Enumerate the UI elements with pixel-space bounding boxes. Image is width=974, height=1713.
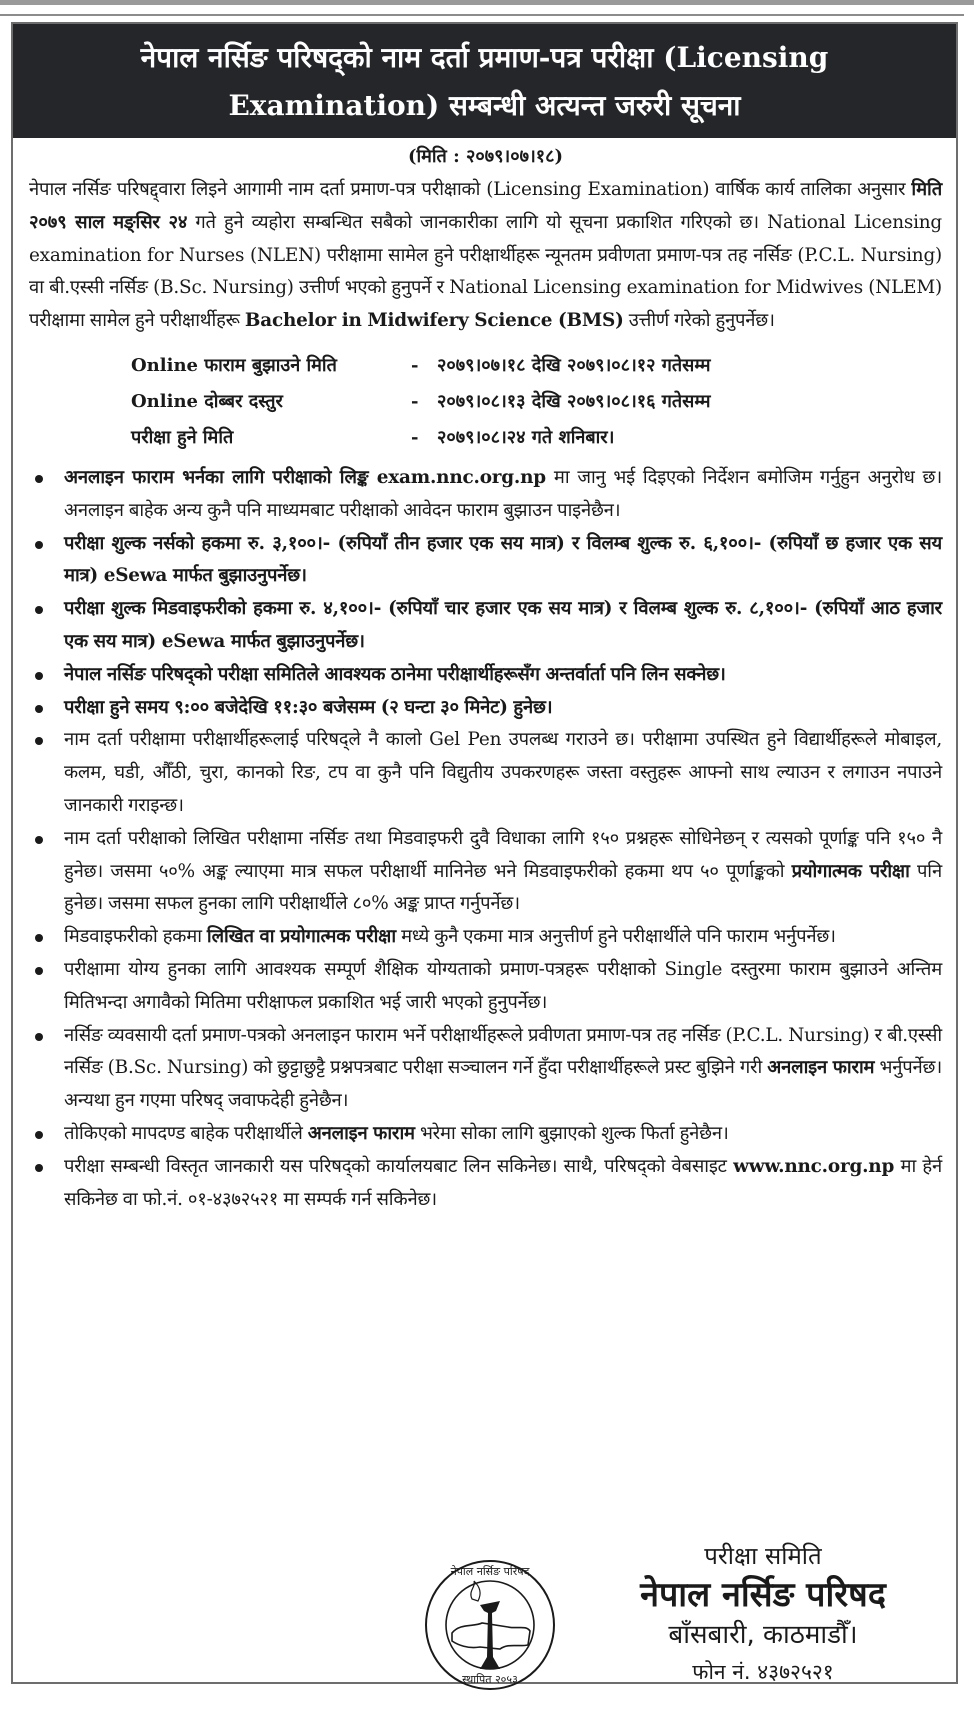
instruction-item <box>29 1151 942 1217</box>
instruction-item <box>29 921 942 954</box>
instruction-bold: अनलाइन फाराम भर्नका लागि परीक्षाको लिङ्क exam.nnc.org.np <box>64 466 546 488</box>
intro-exam-date: मिति २०७९ साल मङ्सिर २४ <box>29 179 942 233</box>
schedule-value: २०७९।०८।१३ देखि २०७९।०८।१६ गतेसम्म <box>437 390 711 412</box>
top-divider <box>0 14 964 16</box>
instruction-bold: परीक्षा हुने समय ९:०० बजेदेखि ११:३० बजेसम्म (२ घन्टा ३० मिनेट) हुनेछ। <box>64 696 553 718</box>
bullet-icon <box>35 1033 43 1041</box>
instruction-text: मा जानु भई दिइएको निर्देशन बमोजिम गर्नुहुन अनुरोध छ। अनलाइन बाहेक अन्य कुनै पनि माध्यमबाट परीक्षाको आवेदन फाराम बुझाउन पाइनेछैन। <box>64 466 942 521</box>
instruction-text: नर्सिङ व्यवसायी दर्ता प्रमाण-पत्रको अनलाइन फाराम भर्ने परीक्षार्थीहरूले प्रवीणता प्रमाण-पत्र तह नर्सिङ (P.C.L. Nursing) र बी.एस्सी नर्सिङ (B.Sc. Nursing) को छुट्टाछुट्टै प्रश्नपत्रबाट परीक्षा सञ्चालन गर्ने हुँदा परीक्षार्थीहरूले प्रस्ट बुझिने गरी <box>64 1024 942 1079</box>
instruction-item <box>29 1118 942 1151</box>
instruction-item <box>29 1020 942 1118</box>
notice-document <box>11 22 958 1684</box>
schedule-row <box>131 348 942 384</box>
instruction-bold: अनलाइन फाराम <box>307 1122 415 1144</box>
instruction-bold: नेपाल नर्सिङ परिषद्को परीक्षा समितिले आवश्यक ठानेमा परीक्षार्थीहरूसँग अन्तर्वार्ता पनि लिन सक्नेछ। <box>64 663 726 685</box>
schedule-label: Online दोब्बर दस्तुर <box>131 390 283 412</box>
intro-bms-requirement: Bachelor in Midwifery Science (BMS) <box>244 310 624 332</box>
instruction-bold: प्रयोगात्मक परीक्षा <box>791 860 910 882</box>
schedule-label: परीक्षा हुने मिति <box>131 426 234 448</box>
instruction-text: नाम दर्ता परीक्षामा परीक्षार्थीहरूलाई परिषद्ले नै कालो Gel Pen उपलब्ध गराउने छ। परीक्षामा उपस्थित हुने विद्यार्थीहरूले मोबाइल, कलम, घडी, औँठी, चुरा, कानको रिङ, टप वा कुनै पनि विद्युतीय उपकरणहरू जस्ता वस्तुहरू आफ्नो साथ ल्याउन र लगाउन नपाउने जानकारी गराइन्छ। <box>64 729 942 816</box>
instruction-text: मिडवाइफरीको हकमा <box>64 926 207 948</box>
instruction-text: मध्ये कुनै एकमा मात्र अनुत्तीर्ण हुने परीक्षार्थीले पनि फाराम भर्नुपर्नेछ। <box>395 926 836 948</box>
instruction-item <box>29 954 942 1020</box>
schedule-row <box>131 420 942 456</box>
schedule-row <box>131 384 942 420</box>
bullet-icon <box>35 475 43 483</box>
signoff-block <box>13 1532 956 1686</box>
notice-title-line-2: Examination) सम्बन्धी अत्यन्त जरुरी सूचना <box>228 89 741 122</box>
bullet-icon <box>35 1164 43 1172</box>
instruction-text: मा हेर्न सकिनेछ वा फो.नं. ०१-४३७२५२१ मा सम्पर्क गर्न सकिनेछ। <box>64 1155 942 1210</box>
instruction-text: भरेमा सोका लागि बुझाएको शुल्क फिर्ता हुनेछैन। <box>414 1122 729 1144</box>
instruction-list <box>29 462 942 1216</box>
organization-phone: फोन नं. ४३७२५२१ <box>692 1660 834 1684</box>
bullet-icon <box>35 705 43 713</box>
instruction-text: परीक्षा सम्बन्धी विस्तृत जानकारी यस परिषद्को कार्यालयबाट लिन सकिनेछ। साथै, परिषद्को वेबसाइट <box>64 1155 734 1177</box>
intro-paragraph <box>29 174 942 338</box>
instruction-bold: लिखित वा प्रयोगात्मक परीक्षा <box>206 926 396 948</box>
signature-text <box>573 1532 953 1690</box>
schedule-dash: - <box>411 354 419 376</box>
instruction-item <box>29 593 942 659</box>
schedule-dash: - <box>411 390 419 412</box>
schedule-value: २०७९।०८।२४ गते शनिबार। <box>437 426 615 448</box>
notice-title <box>13 24 956 138</box>
instruction-bold: अनलाइन फाराम <box>767 1057 875 1079</box>
seal-top-text: नेपाल नर्सिङ परिषद <box>450 1565 530 1578</box>
bullet-icon <box>35 737 43 745</box>
top-edge-bar <box>0 0 974 5</box>
notice-body <box>13 140 956 1216</box>
bullet-icon <box>35 1131 43 1139</box>
bullet-icon <box>35 606 43 614</box>
instruction-text: नाम दर्ता परीक्षाको लिखित परीक्षामा नर्सिङ तथा मिडवाइफरी दुवै विधाका लागि १५० प्रश्नहरू सोधिनेछन् र त्यसको पूर्णाङ्क पनि १५० नै हुनेछ। जसमा ५०% अङ्क ल्याएमा मात्र सफल परीक्षार्थी मानिनेछ भने मिडवाइफरीको हकमा थप ५० पूर्णाङ्कको <box>64 827 942 882</box>
instruction-item <box>29 724 942 822</box>
bullet-icon <box>35 836 43 844</box>
intro-text-1: नेपाल नर्सिङ परिषद्द्वारा लिइने आगामी नाम दर्ता प्रमाण-पत्र परीक्षाको (Licensing Examination) वार्षिक कार्य तालिका अनुसार <box>29 179 912 200</box>
schedule-value: २०७९।०७।१८ देखि २०७९।०८।१२ गतेसम्म <box>437 354 711 376</box>
website-link[interactable]: www.nnc.org.np <box>733 1155 895 1177</box>
instruction-item <box>29 462 942 528</box>
notice-title-line-1: नेपाल नर्सिङ परिषद्को नाम दर्ता प्रमाण-पत्र परीक्षा (Licensing <box>140 41 829 74</box>
instruction-text: परीक्षामा योग्य हुनका लागि आवश्यक सम्पूर्ण शैक्षिक योग्यताको प्रमाण-पत्रहरू परीक्षाको Single दस्तुरमा फाराम बुझाउने अन्तिम मितिभन्दा अगावैको मितिमा परीक्षाफल प्रकाशित भई जारी भएको हुनुपर्नेछ। <box>64 958 942 1013</box>
organization-name: नेपाल नर्सिङ परिषद <box>640 1575 886 1615</box>
intro-text-2: गते हुने व्यहोरा सम्बन्धित सबैको जानकारीका लागि यो सूचना प्रकाशित गरिएको छ। National Licensing examination for Nurses (NLEN) परीक्षामा सामेल हुने परीक्षार्थीहरू न्यूनतम प्रवीणता प्रमाण-पत्र तह नर्सिङ (P.C.L. Nursing) वा बी.एस्सी नर्सिङ (B.Sc. Nursing) उत्तीर्ण भएको हुनुपर्ने र National Licensing examination for Midwives (NLEM) परीक्षामा सामेल हुने परीक्षार्थीहरू <box>29 211 943 332</box>
intro-text-3: उत्तीर्ण गरेको हुनुपर्नेछ। <box>623 310 775 332</box>
seal-bottom-text: स्थापित २०५३ <box>462 1673 518 1686</box>
instruction-text: परीक्षा शुल्क नर्सको हकमा रु. ३,१००।- (रुपियाँ तीन हजार एक सय मात्र) र विलम्ब शुल्क रु. ६,१००।- (रुपियाँ छ हजार एक सय मात्र) eSewa मार्फत बुझाउनुपर्नेछ। <box>64 532 942 587</box>
notice-date: (मिति : २०७९।०७।१८) <box>407 146 564 167</box>
instruction-text: पनि हुनेछ। जसमा सफल हुनका लागि परीक्षार्थीले ८०% अङ्क प्राप्त गर्नुपर्नेछ। <box>64 860 942 915</box>
organization-address: बाँसबारी, काठमाडौँ। <box>668 1620 858 1650</box>
schedule-label: Online फाराम बुझाउने मिति <box>131 354 337 376</box>
schedule-table <box>131 348 942 456</box>
schedule-dash: - <box>411 426 419 448</box>
instruction-item <box>29 528 942 594</box>
bullet-icon <box>35 672 43 680</box>
instruction-item <box>29 659 942 692</box>
instruction-text: भर्नुपर्नेछ। अन्यथा हुन गएमा परिषद् जवाफदेही हुनेछैन। <box>64 1057 942 1112</box>
instruction-item <box>29 692 942 725</box>
council-seal-icon <box>422 1557 558 1693</box>
bullet-icon <box>35 934 43 942</box>
instruction-text: तोकिएको मापदण्ड बाहेक परीक्षार्थीले <box>64 1122 308 1144</box>
instruction-item <box>29 823 942 921</box>
bullet-icon <box>35 541 43 549</box>
bullet-icon <box>35 967 43 975</box>
exam-committee: परीक्षा समिति <box>704 1542 822 1570</box>
instruction-text: परीक्षा शुल्क मिडवाइफरीको हकमा रु. ४,१००।- (रुपियाँ चार हजार एक सय मात्र) र विलम्ब शुल्क रु. ८,१००।- (रुपियाँ आठ हजार एक सय मात्र) eSewa मार्फत बुझाउनुपर्नेछ। <box>64 598 942 652</box>
